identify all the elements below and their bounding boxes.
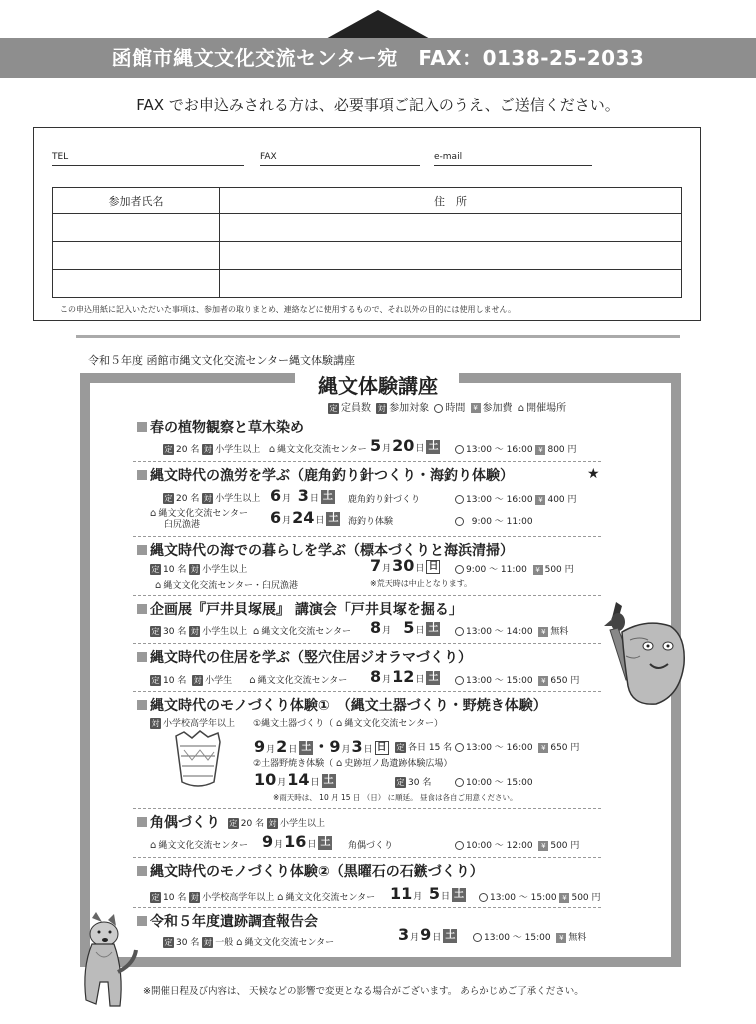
legend-target: 参加対象 — [389, 403, 430, 414]
program-subtitle: 令和５年度 函館市縄文文化交流センター縄文体験講座 — [88, 354, 356, 367]
event-info: 定 10 名 対 小学生 ⌂ 縄文文化交流センター — [151, 675, 348, 686]
event-time-fee: 13:00 ～ 16:00 ¥ 400 円 — [455, 492, 577, 505]
divider — [133, 461, 601, 462]
event-title: 企画展『戸井貝塚展』 講演会「戸井貝塚を掘る」 — [137, 599, 463, 619]
house-icon: ⌂ — [268, 444, 276, 455]
name-cell[interactable] — [53, 242, 220, 270]
event-date: 10月14日 土 — [254, 770, 334, 789]
participant-table — [52, 187, 682, 298]
event-info: 定 20 名 対 小学生以上 — [229, 819, 325, 829]
header-title: 函館市縄文文化交流センター宛 FAX：0138-25-2033 — [111, 46, 645, 70]
col-name-header: 参加者氏名 — [53, 188, 220, 214]
divider — [133, 857, 601, 858]
event-note: ※荒天時は中止となります。 — [370, 579, 473, 588]
divider — [133, 691, 601, 692]
mascot-with-bird-illustration — [596, 600, 688, 712]
event-date: 8月12日 土 — [370, 667, 439, 686]
event-date: 3月9日 土 — [398, 925, 456, 944]
event-time-fee: 13:00 ～ 16:00 ¥ 800 円 — [455, 442, 577, 455]
event-part1: ①縄文土器づくり（ ⌂ 縄文文化交流センター） — [253, 718, 443, 729]
event-title: 縄文時代のモノづくり体験②（黒曜石の石鏃づくり） — [137, 861, 484, 881]
target-icon: 対 — [203, 494, 212, 503]
event-note: ※雨天時は、 10 月 15 日 （日） に順延。 昼食は各自ご用意ください。 — [273, 793, 518, 802]
event-target: 対 小学校高学年以上 — [151, 719, 236, 729]
event-info: 定 30 名 対 一般 ⌂ 縄文文化交流センター — [164, 937, 335, 948]
table-row — [53, 214, 682, 242]
intro-text: FAX でお申込みされる方は、必要事項ご記入のうえ、ご送信ください。 — [136, 96, 620, 114]
yen-icon: ¥ — [535, 445, 545, 455]
event-time-fee: 13:00 ～ 15:00 ¥ 650 円 — [455, 673, 579, 686]
house-icon: ⌂ — [150, 508, 157, 519]
divider — [133, 907, 601, 908]
event-title: 春の植物観察と草木染め — [137, 417, 304, 437]
event-title: 縄文時代のモノづくり体験① （縄文土器づくり・野焼き体験） — [137, 695, 547, 715]
legend-capacity: 定員数 — [341, 403, 371, 414]
event-time: 10:00 ～ 15:00 — [455, 775, 533, 788]
legend — [328, 399, 568, 414]
tel-label: TEL — [52, 152, 69, 162]
event-date: 6月24日 土 — [270, 508, 339, 527]
event-part2: ②土器野焼き体験（ ⌂ 史跡垣ノ島遺跡体験広場） — [253, 758, 453, 769]
event-time-fee: 9:00 ～ 11:00 ¥ 500 円 — [455, 562, 574, 575]
target-icon: 対 — [377, 403, 386, 413]
table-row — [53, 270, 682, 298]
clock-icon — [455, 445, 464, 454]
event-time: 9:00 ～ 11:00 — [455, 514, 533, 527]
fax-field[interactable] — [260, 152, 420, 166]
capacity-icon: 定 — [164, 494, 173, 503]
capacity-icon: 定 — [164, 445, 173, 454]
divider — [133, 536, 601, 537]
event-title: 令和５年度遺跡調査報告会 — [137, 911, 318, 931]
divider — [133, 808, 601, 809]
address-cell[interactable] — [220, 214, 682, 242]
name-cell[interactable] — [53, 270, 220, 298]
target-icon: 対 — [203, 445, 212, 454]
fax-label: FAX — [260, 152, 277, 162]
event-date: 6月 3日 土 — [270, 486, 333, 505]
frame-top-left — [80, 373, 295, 383]
event-time-fee: 10:00 ～ 12:00 ¥ 500 円 — [455, 838, 579, 851]
email-field[interactable] — [434, 152, 592, 166]
event-date: 8月 5日 土 — [370, 618, 439, 637]
divider — [76, 335, 680, 338]
bullet-square — [137, 422, 147, 432]
event-date: 9月2日 土 ・9月3日 日 — [254, 737, 387, 756]
event-date: 5月20日 土 — [370, 436, 439, 455]
event-info: 定 10 名 対 小学校高学年以上 ⌂ 縄文文化交流センター — [151, 892, 376, 903]
event-date: 7月30日 日 — [370, 556, 439, 575]
col-address-header: 住 所 — [220, 188, 682, 214]
event-date: 9月16日 土 — [262, 832, 331, 851]
legend-fee: 参加費 — [482, 403, 513, 414]
event-info: 定 20 名 対 小学生以上 — [164, 494, 261, 504]
dog-illustration — [62, 912, 140, 1012]
event-activity: 鹿角釣り針づくり — [348, 495, 421, 505]
tel-field[interactable] — [52, 152, 244, 166]
yen-icon: ¥ — [471, 403, 481, 413]
event-title: 角偶づくり 定 20 名 対 小学生以上 — [137, 812, 325, 832]
event-activity: 角偶づくり — [348, 841, 394, 851]
address-cell[interactable] — [220, 270, 682, 298]
event-info: 定 10 名 対 小学生以上 — [151, 565, 248, 575]
program-title: 縄文体験講座 — [318, 374, 438, 398]
event-time-fee: 13:00 ～ 14:00 ¥ 無料 — [455, 624, 568, 637]
header — [0, 0, 756, 78]
event-info: 定 30 名 対 小学生以上 ⌂ 縄文文化交流センター — [151, 626, 351, 637]
event-time-fee: 13:00 ～ 15:00 ¥ 無料 — [473, 930, 586, 943]
divider — [133, 643, 601, 644]
event-title: 縄文時代の漁労を学ぶ（鹿角釣り針つくり・海釣り体験） — [137, 465, 514, 485]
event-title: 縄文時代の住居を学ぶ（竪穴住居ジオラマづくり） — [137, 647, 472, 667]
footnote: ※開催日程及び内容は、 天候などの影響で変更となる場合がございます。 あらかじめご了承ください。 — [143, 986, 584, 997]
application-form — [33, 127, 701, 321]
pottery-illustration — [170, 730, 226, 792]
table-row — [53, 242, 682, 270]
header-triangle-decoration — [0, 0, 756, 40]
event-venue: ⌂ 縄文文化交流センター・臼尻漁港 — [155, 580, 299, 591]
form-note: この申込用紙に記入いただいた事項は、参加者の取りまとめ、連絡などに使用するもので、それ以外の目的には使用しません。 — [60, 305, 516, 314]
star-mark: ★ — [587, 466, 600, 482]
event-venue: ⌂ 縄文文化交流センター — [150, 840, 248, 851]
legend-venue: 開催場所 — [526, 403, 567, 414]
name-cell[interactable] — [53, 214, 220, 242]
event-capacity: 定 各日 15 名 — [396, 743, 453, 753]
divider — [133, 595, 601, 596]
address-cell[interactable] — [220, 242, 682, 270]
event-venue: ⌂ 縄文文化交流センター 臼尻漁港 — [150, 508, 248, 530]
clock-icon — [434, 404, 443, 413]
event-date: 11月 5日 土 — [390, 884, 465, 903]
email-label: e-mail — [434, 152, 463, 162]
event-title: 縄文時代の海での暮らしを学ぶ（標本づくりと海浜清掃） — [137, 540, 514, 560]
capacity-icon: 定 — [329, 403, 338, 413]
event-activity: 海釣り体験 — [348, 517, 394, 527]
legend-time: 時間 — [445, 403, 466, 414]
event-time-fee: 13:00 ～ 15:00 ¥ 500 円 — [479, 890, 601, 903]
frame-top-right — [459, 373, 681, 383]
event-info: 定 20 名 対 小学生以上 ⌂ 縄文文化交流センター — [164, 444, 367, 455]
event-capacity: 定 30 名 — [396, 778, 432, 788]
event-time-fee: 13:00 ～ 16:00 ¥ 650 円 — [455, 740, 579, 753]
house-icon: ⌂ — [517, 403, 525, 414]
